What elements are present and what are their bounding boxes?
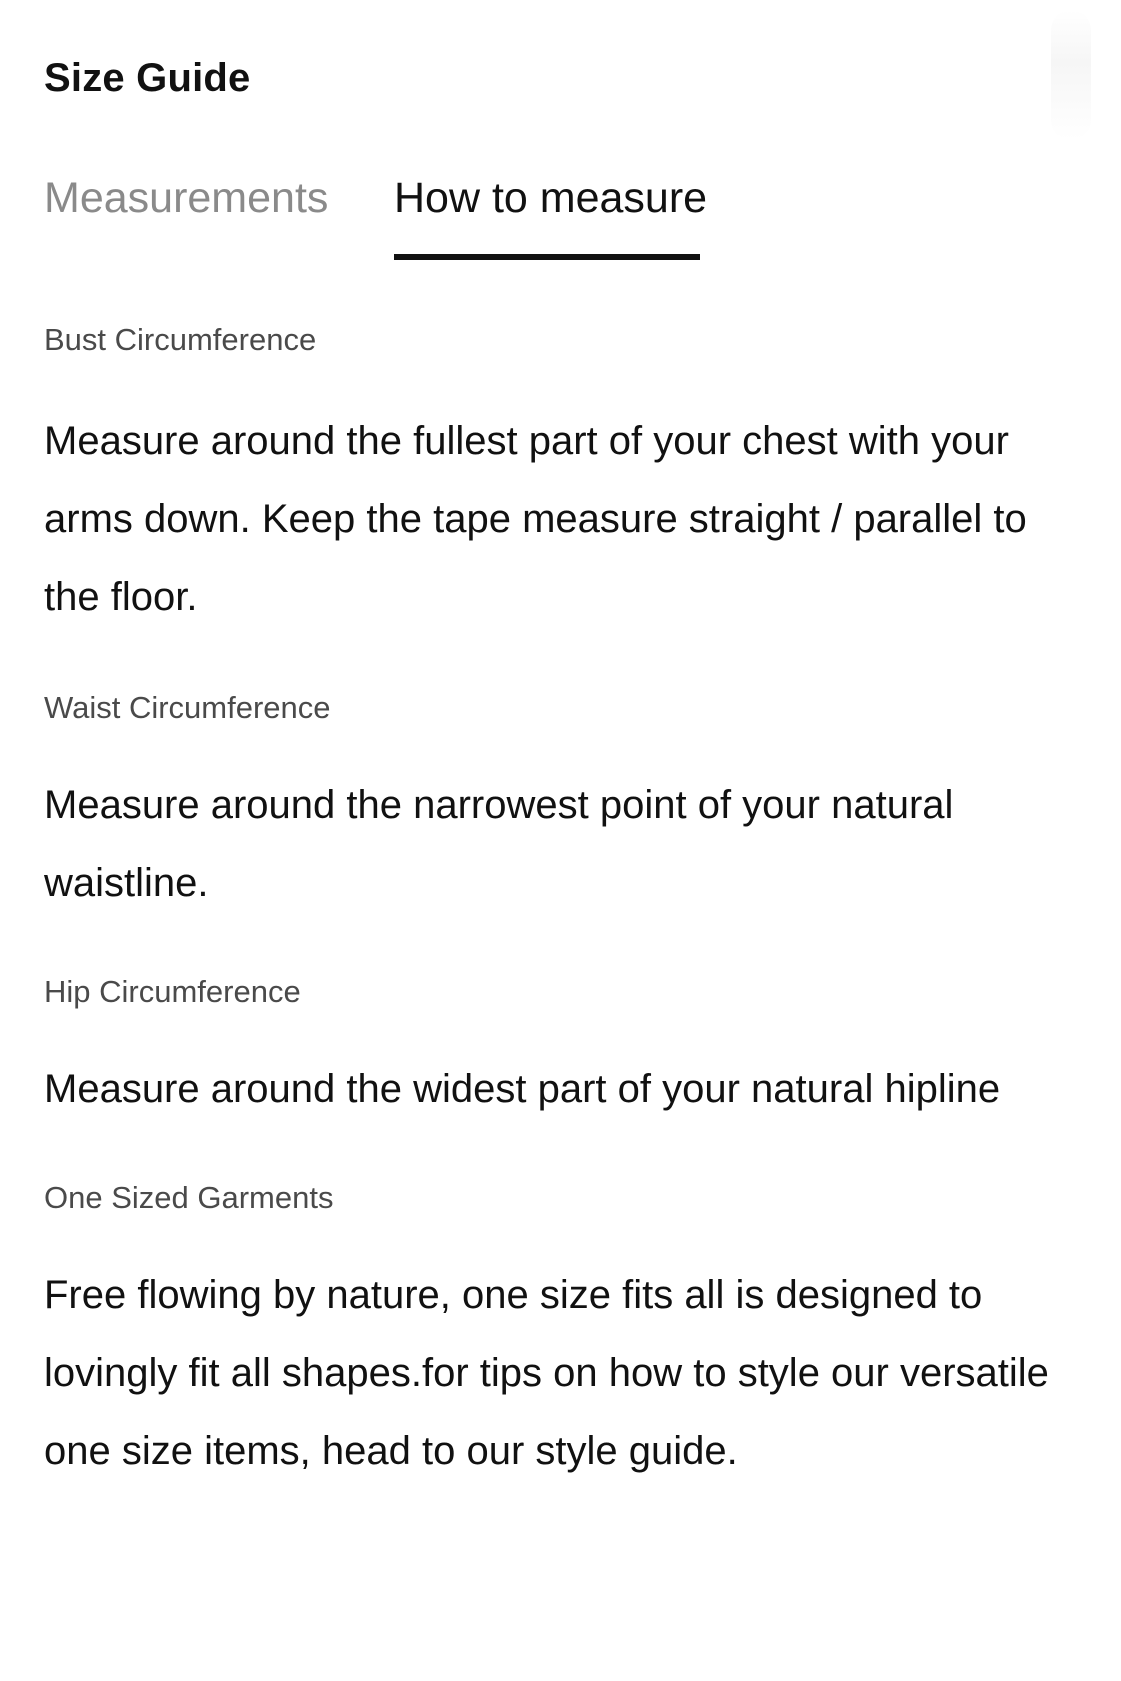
page-title: Size Guide (44, 56, 251, 100)
tab-measurements[interactable]: Measurements (44, 174, 329, 222)
section-hip (44, 972, 1084, 1128)
section-heading: Waist Circumference (44, 690, 331, 725)
close-button-area[interactable] (1051, 10, 1091, 140)
section-body: Measure around the widest part of your natural hipline (44, 1067, 1001, 1111)
section-heading: Hip Circumference (44, 974, 301, 1009)
section-heading: One Sized Garments (44, 1180, 334, 1215)
tab-how-to-measure[interactable]: How to measure (394, 174, 708, 222)
section-waist (44, 688, 1084, 922)
tab-bar (44, 168, 1074, 264)
active-tab-indicator (394, 254, 700, 260)
section-body: Free flowing by nature, one size fits all is designed to lovingly fit all shapes.for tips on how to style our versatile one size items, head to our style guide. (44, 1273, 1049, 1473)
section-one-size (44, 1178, 1084, 1490)
section-body: Measure around the fullest part of your chest with your arms down. Keep the tape measure straight / parallel to the floor. (44, 419, 1027, 619)
section-heading: Bust Circumference (44, 322, 317, 357)
section-body: Measure around the narrowest point of your natural waistline. (44, 783, 954, 905)
section-bust (44, 320, 1084, 636)
how-to-measure-content (44, 320, 1084, 1490)
